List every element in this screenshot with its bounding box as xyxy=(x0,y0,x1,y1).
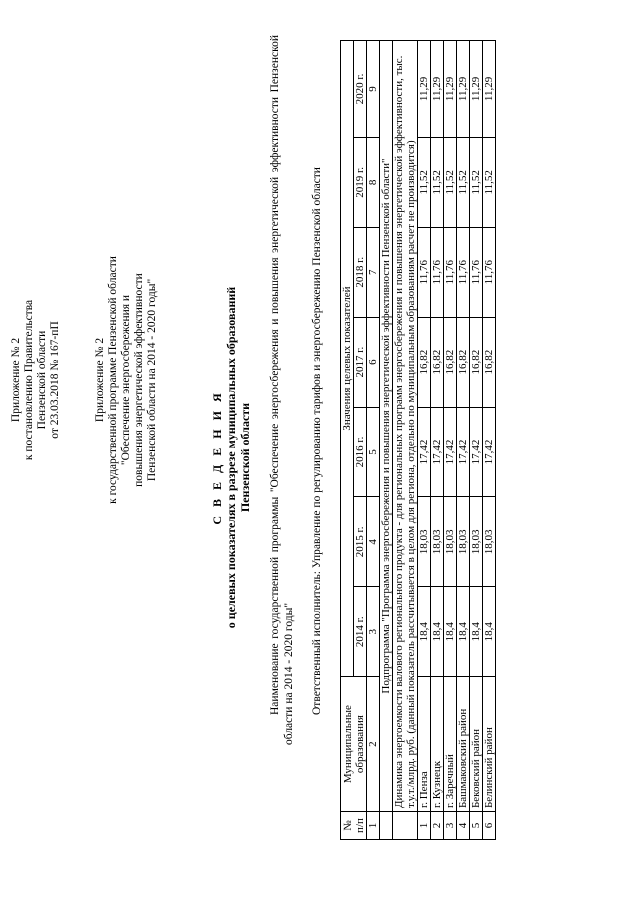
indicator-value: 17,42 xyxy=(444,407,457,497)
document-title xyxy=(210,35,252,880)
header-column-number: 2 xyxy=(367,677,380,812)
indicator-value: 18,4 xyxy=(483,587,496,677)
indicator-value: 16,82 xyxy=(418,317,431,407)
municipality-name: Башмаковский район xyxy=(457,677,470,812)
indicator-value: 18,4 xyxy=(444,587,457,677)
indicator-value: 17,42 xyxy=(470,407,483,497)
indicator-value: 16,82 xyxy=(431,317,444,407)
appendix-2-line: Приложение № 2 xyxy=(94,337,106,423)
header-year: 2018 г. xyxy=(354,227,367,317)
appendix-2-line: к государственной программе Пензенской области xyxy=(107,256,119,504)
indicator-value: 11,52 xyxy=(418,137,431,227)
header-year: 2014 г. xyxy=(354,587,367,677)
appendix-header-1 xyxy=(10,35,62,880)
row-number: 3 xyxy=(444,812,457,840)
indicator-value: 16,82 xyxy=(444,317,457,407)
header-year: 2017 г. xyxy=(354,317,367,407)
indicator-value: 18,03 xyxy=(470,497,483,587)
appendix-2-line: "Обеспечение энергосбережения и xyxy=(120,294,132,466)
indicator-value: 11,76 xyxy=(483,227,496,317)
indicator-value: 16,82 xyxy=(457,317,470,407)
indicator-value: 11,52 xyxy=(470,137,483,227)
header-municipality: Муниципальные образования xyxy=(341,677,367,812)
header-column-number: 6 xyxy=(367,317,380,407)
municipality-name: г. Заречный xyxy=(444,677,457,812)
indicator-value: 11,29 xyxy=(470,41,483,138)
table-row xyxy=(457,41,470,840)
table-row xyxy=(418,41,431,840)
indicator-value: 17,42 xyxy=(418,407,431,497)
indicators-table xyxy=(340,40,496,840)
indicator-value: 11,29 xyxy=(457,41,470,138)
indicator-value: 18,4 xyxy=(457,587,470,677)
municipality-name: Белинский район xyxy=(483,677,496,812)
header-column-number: 1 xyxy=(367,812,380,840)
indicator-value: 11,52 xyxy=(431,137,444,227)
responsible-executor: Ответственный исполнитель: Управление по регулированию тарифов и энергосбережению Пензенской области xyxy=(311,167,323,715)
table-row xyxy=(470,41,483,840)
header-column-number: 7 xyxy=(367,227,380,317)
indicator-value: 11,76 xyxy=(444,227,457,317)
indicator-value: 18,03 xyxy=(483,497,496,587)
indicator-value: 11,52 xyxy=(457,137,470,227)
indicator-value: 11,76 xyxy=(431,227,444,317)
header-num: № п/п xyxy=(341,812,367,840)
row-number: 4 xyxy=(457,812,470,840)
indicator-value: 18,03 xyxy=(457,497,470,587)
header-column-number: 9 xyxy=(367,41,380,138)
indicator-value: 18,4 xyxy=(431,587,444,677)
header-column-number: 8 xyxy=(367,137,380,227)
document-page xyxy=(10,35,620,880)
indicator-value: 18,03 xyxy=(431,497,444,587)
indicator-value: 11,29 xyxy=(431,41,444,138)
indicator-value: 17,42 xyxy=(457,407,470,497)
indicator-value: 11,29 xyxy=(444,41,457,138)
row-number: 2 xyxy=(431,812,444,840)
title-line-3: Пензенской области xyxy=(238,402,252,513)
appendix-header-2 xyxy=(94,35,159,880)
municipality-name: Бековский район xyxy=(470,677,483,812)
indicator-value: 17,42 xyxy=(431,407,444,497)
municipality-name: г. Пенза xyxy=(418,677,431,812)
indicator-value: 11,76 xyxy=(418,227,431,317)
appendix-1-line: к постановлению Правительства xyxy=(23,299,35,461)
indicator-value: 11,29 xyxy=(483,41,496,138)
appendix-1-line: от 23.03.2018 № 167-пП xyxy=(49,321,61,439)
indicator-value: 18,4 xyxy=(418,587,431,677)
table-row xyxy=(444,41,457,840)
row-number: 5 xyxy=(470,812,483,840)
indicator-value: 11,76 xyxy=(457,227,470,317)
table-row xyxy=(431,41,444,840)
header-year: 2019 г. xyxy=(354,137,367,227)
header-column-number: 5 xyxy=(367,407,380,497)
title-line-2: о целевых показателях в разрезе муниципальных образований xyxy=(224,286,238,629)
indicator-value: 18,03 xyxy=(418,497,431,587)
indicator-value: 11,52 xyxy=(444,137,457,227)
header-year: 2015 г. xyxy=(354,497,367,587)
indicator-value: 18,03 xyxy=(444,497,457,587)
indicator-value: 11,76 xyxy=(470,227,483,317)
subprogram-title: Подпрограмма "Программа энергосбережения и повышения энергетической эффективности Пензенской области" xyxy=(380,41,393,812)
row-number: 6 xyxy=(483,812,496,840)
header-year: 2016 г. xyxy=(354,407,367,497)
indicator-value: 18,4 xyxy=(470,587,483,677)
title-line-1: С В Е Д Е Н И Я xyxy=(210,390,224,525)
header-year: 2020 г. xyxy=(354,41,367,138)
municipality-name: г. Кузнецк xyxy=(431,677,444,812)
indicator-value: 16,82 xyxy=(470,317,483,407)
indicator-value: 11,29 xyxy=(418,41,431,138)
program-name: Наименование государственной программы "Обеспечение энергосбережения и повышения энергетической эффективности Пензенской области на 2014 - 2020 годы" xyxy=(269,35,295,745)
indicator-value: 16,82 xyxy=(483,317,496,407)
row-number: 1 xyxy=(418,812,431,840)
header-values: Значения целевых показателей xyxy=(341,41,354,677)
appendix-1-line: Пензенской области xyxy=(36,330,48,430)
indicator-description: Динамика энергоемкости валового регионального продукта - для региональных программ энергосбережения и повышения энергетической эффективности, тыс. т.у.т./млрд. руб. (данный показатель рассчитывается в целом для региона, отдельно по муниципальным образованиям расчет не производится) xyxy=(393,41,418,812)
indicator-value: 11,52 xyxy=(483,137,496,227)
header-column-number: 3 xyxy=(367,587,380,677)
appendix-1-line: Приложение № 2 xyxy=(10,337,22,423)
header-column-number: 4 xyxy=(367,497,380,587)
appendix-2-line: повышения энергетической эффективности xyxy=(133,273,145,487)
indicator-value: 17,42 xyxy=(483,407,496,497)
appendix-2-line: Пензенской области на 2014 - 2020 годы" xyxy=(146,278,158,482)
table-row xyxy=(483,41,496,840)
